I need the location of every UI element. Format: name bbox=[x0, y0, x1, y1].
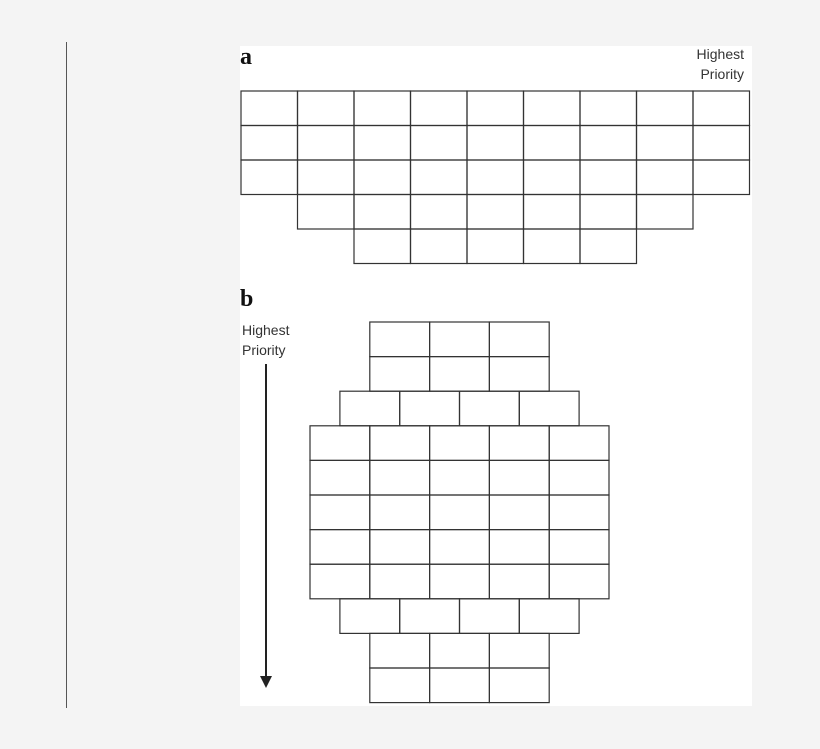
panel-a-cell bbox=[580, 91, 637, 126]
panel-b-cell bbox=[370, 495, 430, 530]
panel-a-cell bbox=[693, 160, 750, 195]
panel-a-cell bbox=[241, 126, 298, 161]
panel-a-cell bbox=[637, 126, 694, 161]
panel-a-cell bbox=[354, 126, 411, 161]
panel-b-cell bbox=[549, 495, 609, 530]
panel-b-cell bbox=[310, 460, 370, 495]
figure bbox=[240, 46, 752, 706]
panel-b-cell bbox=[430, 357, 490, 392]
panel-a-cell bbox=[241, 91, 298, 126]
panel-b-cell bbox=[400, 599, 460, 634]
panel-a-cell bbox=[354, 160, 411, 195]
panel-a-cell bbox=[411, 229, 468, 264]
panel-b-cell bbox=[489, 322, 549, 357]
panel-b-label: b bbox=[240, 286, 254, 312]
priority-grids bbox=[240, 46, 752, 706]
panel-b-cell bbox=[370, 668, 430, 703]
panel-a-cell bbox=[637, 91, 694, 126]
panel-b-cell bbox=[430, 564, 490, 599]
panel-b-cell bbox=[549, 530, 609, 565]
panel-a-cell bbox=[354, 91, 411, 126]
panel-b-cell bbox=[370, 426, 430, 461]
panel-b-cell bbox=[489, 495, 549, 530]
priority-arrow-head bbox=[260, 676, 272, 688]
panel-a-caption-line-2: Priority bbox=[700, 66, 744, 82]
panel-a-cell bbox=[580, 229, 637, 264]
panel-b-cell bbox=[340, 599, 400, 634]
panel-a-cell bbox=[467, 195, 524, 230]
panel-a-cell bbox=[411, 195, 468, 230]
panel-a-grid bbox=[241, 91, 750, 264]
panel-b-cell bbox=[370, 530, 430, 565]
panel-a-cell bbox=[637, 160, 694, 195]
panel-b-cell bbox=[460, 599, 520, 634]
panel-a-cell bbox=[637, 195, 694, 230]
panel-b-cell bbox=[430, 460, 490, 495]
priority-arrow bbox=[260, 364, 272, 688]
panel-b-cell bbox=[489, 426, 549, 461]
panel-a-cell bbox=[580, 195, 637, 230]
panel-b-cell bbox=[370, 357, 430, 392]
panel-a-cell bbox=[580, 160, 637, 195]
panel-b-cell bbox=[489, 668, 549, 703]
panel-a-cell bbox=[693, 91, 750, 126]
panel-b-cell bbox=[430, 668, 490, 703]
panel-a-cell bbox=[354, 229, 411, 264]
panel-b-cell bbox=[400, 391, 460, 426]
panel-b-cell bbox=[340, 391, 400, 426]
panel-a-cell bbox=[411, 160, 468, 195]
panel-b-cell bbox=[519, 599, 579, 634]
panel-b-cell bbox=[370, 564, 430, 599]
panel-b-cell bbox=[549, 460, 609, 495]
panel-b-cell bbox=[489, 564, 549, 599]
panel-a-cell bbox=[354, 195, 411, 230]
panel-a-cell bbox=[298, 160, 355, 195]
panel-b-cell bbox=[310, 426, 370, 461]
panel-a-cell bbox=[467, 126, 524, 161]
panel-b-cell bbox=[310, 530, 370, 565]
panel-a-cell bbox=[298, 126, 355, 161]
panel-a-cell bbox=[524, 229, 581, 264]
panel-b-grid bbox=[310, 322, 609, 703]
panel-a-cell bbox=[298, 91, 355, 126]
panel-a-cell bbox=[467, 229, 524, 264]
panel-b-cell bbox=[549, 564, 609, 599]
panel-b-cell bbox=[489, 460, 549, 495]
panel-a-cell bbox=[241, 160, 298, 195]
panel-b-cell bbox=[489, 530, 549, 565]
panel-a-label: a bbox=[240, 44, 252, 70]
panel-a-cell bbox=[524, 126, 581, 161]
panel-b-cell bbox=[460, 391, 520, 426]
panel-a-cell bbox=[411, 126, 468, 161]
panel-b-cell bbox=[489, 633, 549, 668]
panel-a-cell bbox=[467, 91, 524, 126]
panel-b-cell bbox=[430, 322, 490, 357]
panel-a-cell bbox=[524, 91, 581, 126]
panel-b-cell bbox=[430, 426, 490, 461]
panel-b-cell bbox=[430, 530, 490, 565]
panel-b-caption-line-2: Priority bbox=[242, 342, 286, 358]
panel-b-cell bbox=[310, 495, 370, 530]
panel-b-cell bbox=[370, 460, 430, 495]
panel-b-cell bbox=[430, 633, 490, 668]
panel-b-cell bbox=[370, 322, 430, 357]
panel-a-cell bbox=[524, 160, 581, 195]
page-divider-line bbox=[66, 42, 67, 708]
panel-b-cell bbox=[549, 426, 609, 461]
panel-b-cell bbox=[310, 564, 370, 599]
panel-a-cell bbox=[524, 195, 581, 230]
panel-a-cell bbox=[580, 126, 637, 161]
panel-a-cell bbox=[298, 195, 355, 230]
panel-b-cell bbox=[370, 633, 430, 668]
panel-a-cell bbox=[411, 91, 468, 126]
panel-a-cell bbox=[693, 126, 750, 161]
panel-b-caption-line-1: Highest bbox=[242, 322, 290, 338]
panel-b-cell bbox=[430, 495, 490, 530]
panel-a-caption-line-1: Highest bbox=[696, 46, 744, 62]
panel-b-cell bbox=[519, 391, 579, 426]
panel-a-cell bbox=[467, 160, 524, 195]
panel-b-cell bbox=[489, 357, 549, 392]
